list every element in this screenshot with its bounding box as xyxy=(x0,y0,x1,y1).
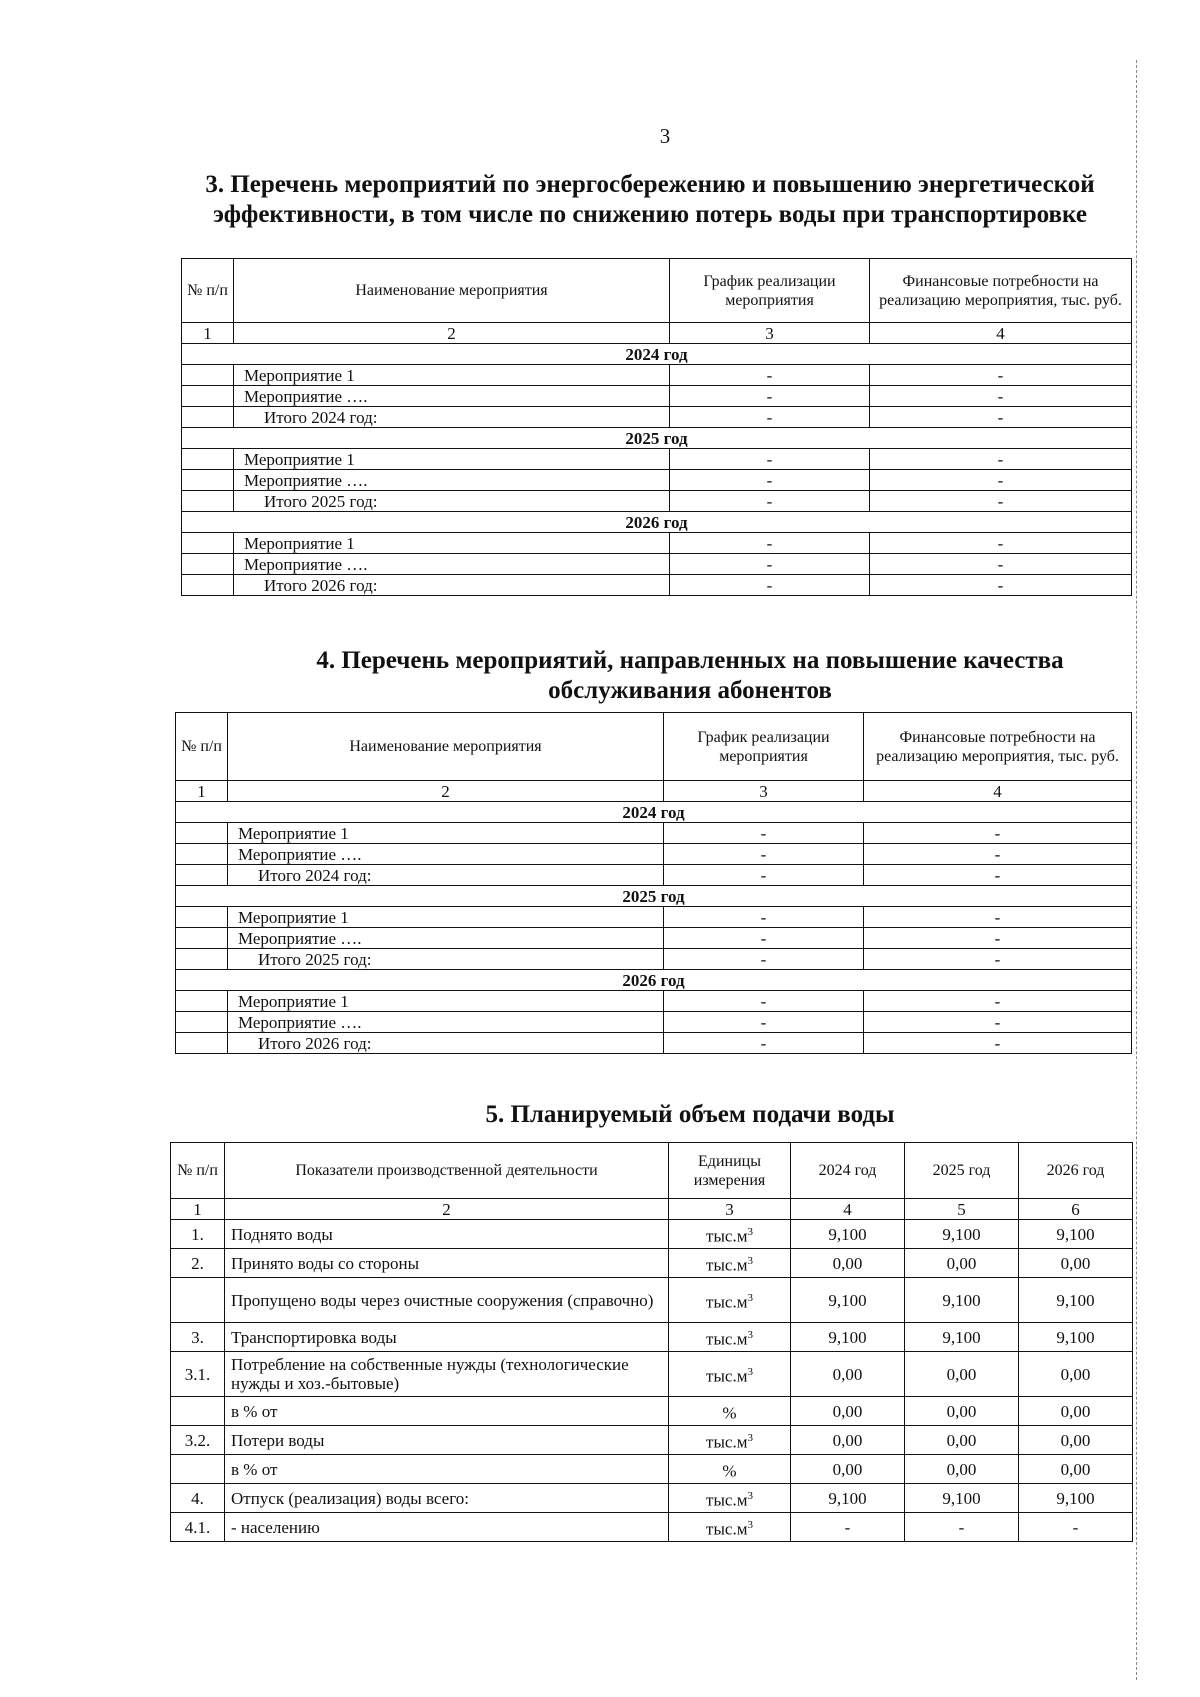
finance-value: - xyxy=(870,470,1132,491)
value-2026: 0,00 xyxy=(1019,1455,1133,1484)
schedule-value: - xyxy=(670,491,870,512)
finance-value: - xyxy=(864,1012,1132,1033)
unit-cell xyxy=(669,1484,791,1513)
col-number: 3 xyxy=(669,1199,791,1220)
row-num xyxy=(182,491,234,512)
finance-value: - xyxy=(870,407,1132,428)
schedule-value: - xyxy=(670,449,870,470)
unit-text: тыс.м xyxy=(706,1366,748,1386)
schedule-value: - xyxy=(670,470,870,491)
value-2026: 0,00 xyxy=(1019,1352,1133,1397)
row-num xyxy=(171,1278,225,1323)
table-row xyxy=(182,365,1132,386)
measure-name: Мероприятие …. xyxy=(228,1012,664,1033)
value-2025: 0,00 xyxy=(905,1397,1019,1426)
schedule-value: - xyxy=(664,928,864,949)
row-num: 4. xyxy=(171,1484,225,1513)
total-name: Итого 2025 год: xyxy=(228,949,664,970)
measure-name: Мероприятие …. xyxy=(234,386,670,407)
indicator-name: - населению xyxy=(225,1513,669,1542)
col-number: 3 xyxy=(664,781,864,802)
measure-name: Мероприятие …. xyxy=(228,844,664,865)
total-row xyxy=(182,491,1132,512)
row-num: 1. xyxy=(171,1220,225,1249)
section4-table xyxy=(175,712,1132,1054)
finance-value: - xyxy=(870,491,1132,512)
header-2025: 2025 год xyxy=(905,1143,1019,1199)
row-num xyxy=(176,1012,228,1033)
value-2024: 0,00 xyxy=(791,1426,905,1455)
section3-title: 3. Перечень мероприятий по энергосбережению и повышению энергетической эффективности, в том числе по снижению потерь воды при транспортировке xyxy=(205,171,1095,228)
row-num: 3.2. xyxy=(171,1426,225,1455)
year-label: 2025 год xyxy=(182,428,1132,449)
row-num xyxy=(176,907,228,928)
table-row xyxy=(182,554,1132,575)
col-number: 2 xyxy=(225,1199,669,1220)
unit-cell xyxy=(669,1323,791,1352)
table-row xyxy=(171,1513,1133,1542)
header-indicator: Показатели производственной деятельности xyxy=(225,1143,669,1199)
schedule-value: - xyxy=(670,533,870,554)
measure-name: Мероприятие …. xyxy=(228,928,664,949)
measure-name: Мероприятие …. xyxy=(234,554,670,575)
unit-text: тыс.м xyxy=(706,1490,748,1510)
value-2026: 0,00 xyxy=(1019,1397,1133,1426)
total-name: Итого 2025 год: xyxy=(234,491,670,512)
measure-name: Мероприятие 1 xyxy=(228,991,664,1012)
indicator-name: Принято воды со стороны xyxy=(225,1249,669,1278)
value-2026: 9,100 xyxy=(1019,1484,1133,1513)
row-num xyxy=(182,386,234,407)
row-num xyxy=(182,407,234,428)
table-row xyxy=(171,1397,1133,1426)
unit-text: тыс.м xyxy=(706,1255,748,1275)
row-num: 2. xyxy=(171,1249,225,1278)
total-row xyxy=(176,865,1132,886)
total-row xyxy=(176,1033,1132,1054)
year-label: 2026 год xyxy=(182,512,1132,533)
finance-value: - xyxy=(864,844,1132,865)
col-number: 4 xyxy=(791,1199,905,1220)
header-unit: Единицы измерения xyxy=(669,1143,791,1199)
value-2025: 0,00 xyxy=(905,1249,1019,1278)
indicator-name: Поднято воды xyxy=(225,1220,669,1249)
table-row xyxy=(176,823,1132,844)
col-number: 2 xyxy=(228,781,664,802)
value-2026: - xyxy=(1019,1513,1133,1542)
year-row xyxy=(176,970,1132,991)
value-2024: 9,100 xyxy=(791,1278,905,1323)
section5-title: 5. Планируемый объем подачи воды xyxy=(485,1101,895,1128)
table-row xyxy=(171,1352,1133,1397)
unit-superscript: 3 xyxy=(747,1365,753,1378)
year-label: 2024 год xyxy=(182,344,1132,365)
row-num xyxy=(176,949,228,970)
schedule-value: - xyxy=(664,991,864,1012)
value-2024: 9,100 xyxy=(791,1484,905,1513)
unit-superscript: 3 xyxy=(747,1291,753,1304)
unit-superscript: 3 xyxy=(747,1431,753,1444)
row-num xyxy=(182,449,234,470)
schedule-value: - xyxy=(670,575,870,596)
row-num xyxy=(176,1033,228,1054)
indicator-name: Отпуск (реализация) воды всего: xyxy=(225,1484,669,1513)
finance-value: - xyxy=(864,991,1132,1012)
indicator-name: Потери воды xyxy=(225,1426,669,1455)
section3-table xyxy=(181,258,1132,596)
table-row xyxy=(176,844,1132,865)
schedule-value: - xyxy=(670,365,870,386)
schedule-value: - xyxy=(664,1033,864,1054)
col-number: 4 xyxy=(864,781,1132,802)
total-name: Итого 2026 год: xyxy=(228,1033,664,1054)
col-number: 3 xyxy=(670,323,870,344)
finance-value: - xyxy=(870,365,1132,386)
year-row xyxy=(182,512,1132,533)
unit-text: тыс.м xyxy=(706,1292,748,1312)
page-edge-scan-line xyxy=(1136,60,1138,1680)
unit-cell xyxy=(669,1455,791,1484)
header-schedule: График реализации мероприятия xyxy=(664,713,864,781)
measure-name: Мероприятие 1 xyxy=(234,533,670,554)
col-number: 5 xyxy=(905,1199,1019,1220)
finance-value: - xyxy=(864,949,1132,970)
value-2026: 9,100 xyxy=(1019,1220,1133,1249)
value-2025: 9,100 xyxy=(905,1220,1019,1249)
finance-value: - xyxy=(870,386,1132,407)
measure-name: Мероприятие 1 xyxy=(234,449,670,470)
value-2026: 0,00 xyxy=(1019,1249,1133,1278)
unit-cell xyxy=(669,1513,791,1542)
unit-cell xyxy=(669,1397,791,1426)
indicator-name: в % от xyxy=(225,1455,669,1484)
row-num xyxy=(182,554,234,575)
section4-title: 4. Перечень мероприятий, направленных на повышение качества обслуживания абонентов xyxy=(316,647,1064,704)
col-number: 1 xyxy=(171,1199,225,1220)
header-2026: 2026 год xyxy=(1019,1143,1133,1199)
section5-table xyxy=(170,1142,1133,1542)
row-num: 4.1. xyxy=(171,1513,225,1542)
value-2024: 9,100 xyxy=(791,1220,905,1249)
year-row xyxy=(182,344,1132,365)
measure-name: Мероприятие 1 xyxy=(234,365,670,386)
indicator-name: в % от xyxy=(225,1397,669,1426)
year-label: 2026 год xyxy=(176,970,1132,991)
value-2026: 0,00 xyxy=(1019,1426,1133,1455)
unit-text: % xyxy=(722,1461,737,1481)
value-2024: 0,00 xyxy=(791,1352,905,1397)
col-number: 4 xyxy=(870,323,1132,344)
year-label: 2025 год xyxy=(176,886,1132,907)
table-row xyxy=(176,1012,1132,1033)
value-2024: 0,00 xyxy=(791,1249,905,1278)
indicator-name: Потребление на собственные нужды (технологические нужды и хоз.-бытовые) xyxy=(225,1352,669,1397)
table-row xyxy=(171,1249,1133,1278)
unit-superscript: 3 xyxy=(747,1518,753,1531)
measure-name: Мероприятие 1 xyxy=(228,907,664,928)
header-finance: Финансовые потребности на реализацию мероприятия, тыс. руб. xyxy=(864,713,1132,781)
row-num xyxy=(182,533,234,554)
measure-name: Мероприятие …. xyxy=(234,470,670,491)
unit-cell xyxy=(669,1249,791,1278)
schedule-value: - xyxy=(670,407,870,428)
total-row xyxy=(176,949,1132,970)
row-num: 3. xyxy=(171,1323,225,1352)
finance-value: - xyxy=(864,823,1132,844)
value-2026: 9,100 xyxy=(1019,1278,1133,1323)
unit-cell xyxy=(669,1426,791,1455)
value-2024: 0,00 xyxy=(791,1455,905,1484)
row-num xyxy=(176,823,228,844)
value-2026: 9,100 xyxy=(1019,1323,1133,1352)
schedule-value: - xyxy=(670,386,870,407)
finance-value: - xyxy=(870,575,1132,596)
value-2025: 9,100 xyxy=(905,1323,1019,1352)
schedule-value: - xyxy=(664,823,864,844)
table-row xyxy=(171,1484,1133,1513)
page-number: 3 xyxy=(659,124,671,148)
unit-superscript: 3 xyxy=(747,1254,753,1267)
unit-cell xyxy=(669,1278,791,1323)
value-2024: 0,00 xyxy=(791,1397,905,1426)
finance-value: - xyxy=(864,1033,1132,1054)
year-row xyxy=(182,428,1132,449)
row-num xyxy=(182,470,234,491)
unit-superscript: 3 xyxy=(747,1489,753,1502)
row-num xyxy=(182,365,234,386)
schedule-value: - xyxy=(664,907,864,928)
table-row xyxy=(171,1455,1133,1484)
year-row xyxy=(176,802,1132,823)
year-row xyxy=(176,886,1132,907)
unit-text: тыс.м xyxy=(706,1226,748,1246)
indicator-name: Транспортировка воды xyxy=(225,1323,669,1352)
finance-value: - xyxy=(864,928,1132,949)
table-row xyxy=(171,1220,1133,1249)
table-row xyxy=(176,928,1132,949)
unit-superscript: 3 xyxy=(747,1328,753,1341)
year-label: 2024 год xyxy=(176,802,1132,823)
value-2025: - xyxy=(905,1513,1019,1542)
table-row xyxy=(182,533,1132,554)
schedule-value: - xyxy=(664,865,864,886)
value-2025: 9,100 xyxy=(905,1278,1019,1323)
header-num: № п/п xyxy=(182,259,234,323)
unit-text: тыс.м xyxy=(706,1432,748,1452)
row-num: 3.1. xyxy=(171,1352,225,1397)
indicator-name: Пропущено воды через очистные сооружения (справочно) xyxy=(225,1278,669,1323)
header-name: Наименование мероприятия xyxy=(228,713,664,781)
table-row xyxy=(176,907,1132,928)
row-num xyxy=(176,844,228,865)
unit-text: тыс.м xyxy=(706,1329,748,1349)
finance-value: - xyxy=(864,865,1132,886)
finance-value: - xyxy=(870,554,1132,575)
value-2025: 0,00 xyxy=(905,1455,1019,1484)
table-row xyxy=(182,449,1132,470)
row-num xyxy=(176,865,228,886)
table-row xyxy=(176,991,1132,1012)
finance-value: - xyxy=(864,907,1132,928)
value-2024: - xyxy=(791,1513,905,1542)
value-2025: 9,100 xyxy=(905,1484,1019,1513)
header-num: № п/п xyxy=(171,1143,225,1199)
total-name: Итого 2024 год: xyxy=(228,865,664,886)
unit-superscript: 3 xyxy=(747,1225,753,1238)
schedule-value: - xyxy=(664,844,864,865)
unit-cell xyxy=(669,1352,791,1397)
finance-value: - xyxy=(870,533,1132,554)
unit-text: % xyxy=(722,1403,737,1423)
schedule-value: - xyxy=(664,949,864,970)
col-number: 6 xyxy=(1019,1199,1133,1220)
header-2024: 2024 год xyxy=(791,1143,905,1199)
schedule-value: - xyxy=(664,1012,864,1033)
unit-cell xyxy=(669,1220,791,1249)
table-row xyxy=(182,470,1132,491)
col-number: 2 xyxy=(234,323,670,344)
schedule-value: - xyxy=(670,554,870,575)
unit-text: тыс.м xyxy=(706,1519,748,1539)
row-num xyxy=(182,575,234,596)
row-num xyxy=(176,928,228,949)
value-2024: 9,100 xyxy=(791,1323,905,1352)
header-schedule: График реализации мероприятия xyxy=(670,259,870,323)
header-finance: Финансовые потребности на реализацию мероприятия, тыс. руб. xyxy=(870,259,1132,323)
header-name: Наименование мероприятия xyxy=(234,259,670,323)
value-2025: 0,00 xyxy=(905,1426,1019,1455)
table-row xyxy=(171,1426,1133,1455)
col-number: 1 xyxy=(182,323,234,344)
total-row xyxy=(182,575,1132,596)
total-name: Итого 2026 год: xyxy=(234,575,670,596)
finance-value: - xyxy=(870,449,1132,470)
value-2025: 0,00 xyxy=(905,1352,1019,1397)
measure-name: Мероприятие 1 xyxy=(228,823,664,844)
header-num: № п/п xyxy=(176,713,228,781)
row-num xyxy=(171,1455,225,1484)
row-num xyxy=(176,991,228,1012)
col-number: 1 xyxy=(176,781,228,802)
total-name: Итого 2024 год: xyxy=(234,407,670,428)
row-num xyxy=(171,1397,225,1426)
table-row xyxy=(171,1278,1133,1323)
table-row xyxy=(182,386,1132,407)
table-row xyxy=(171,1323,1133,1352)
total-row xyxy=(182,407,1132,428)
